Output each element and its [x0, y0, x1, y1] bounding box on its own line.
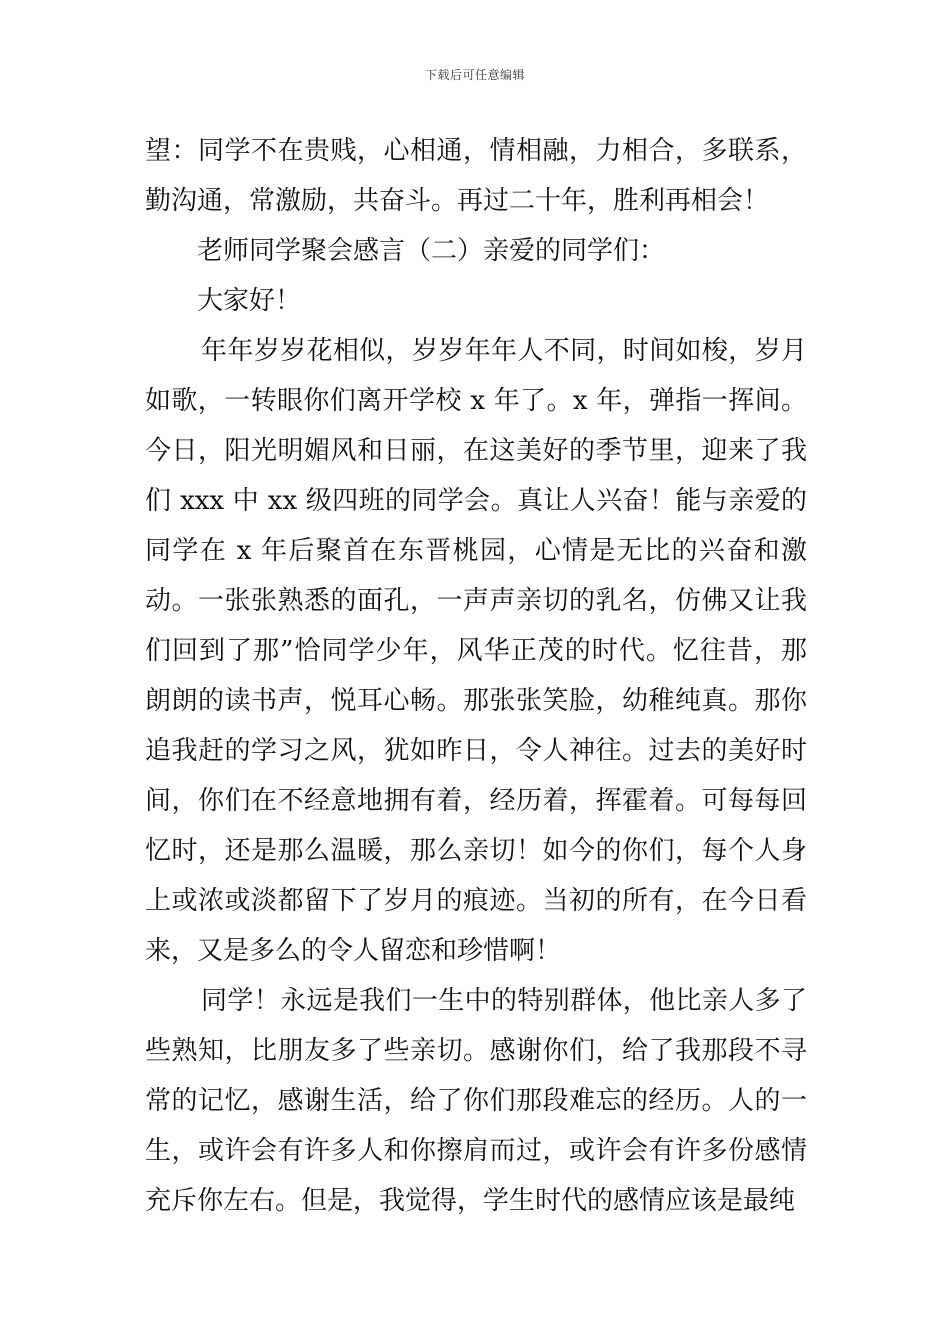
paragraph-continuation: 望：同学不在贵贱，心相通，情相融，力相合，多联系，勤沟通，常激励，共奋斗。再过二十年，胜利再相会！ — [145, 136, 807, 216]
page-header: 下载后可任意编辑 — [424, 68, 525, 82]
paragraph-section-title: 老师同学聚会感言（二）亲爱的同学们： — [197, 236, 666, 266]
document-body — [145, 126, 807, 1226]
paragraph-classmates: 同学！永远是我们一生中的特别群体，他比亲人多了些熟知，比朋友多了些亲切。感谢你们，给了我那段不寻常的记忆，感谢生活，给了你们那段难忘的经历。人的一生，或许会有许多人和你擦肩而过，或许会有许多份感情充斥你左右。但是，我觉得，学生时代的感情应该是最纯 — [145, 986, 807, 1216]
paragraph-main: 年年岁岁花相似，岁岁年年人不同，时间如梭，岁月如歌，一转眼你们离开学校 x 年了。x 年，弹指一挥间。今日，阳光明媚风和日丽，在这美好的季节里，迎来了我们 xxx 中 xx 级四班的同学会。真让人兴奋！能与亲爱的同学在 x 年后聚首在东晋桃园，心情是无比的兴奋和激动。一张张熟悉的面孔，一声声亲切的乳名，仿佛又让我们回到了那”恰同学少年，风华正茂的时代。忆往昔，那朗朗的读书声，悦耳心畅。那张张笑脸，幼稚纯真。那你追我赶的学习之风，犹如昨日，令人神往。过去的美好时间，你们在不经意地拥有着，经历着，挥霍着。可每每回忆时，还是那么温暖，那么亲切！如今的你们，每个人身上或浓或淡都留下了岁月的痕迹。当初的所有，在今日看来，又是多么的令人留恋和珍惜啊！ — [145, 336, 807, 966]
paragraph-greeting: 大家好！ — [197, 286, 302, 316]
